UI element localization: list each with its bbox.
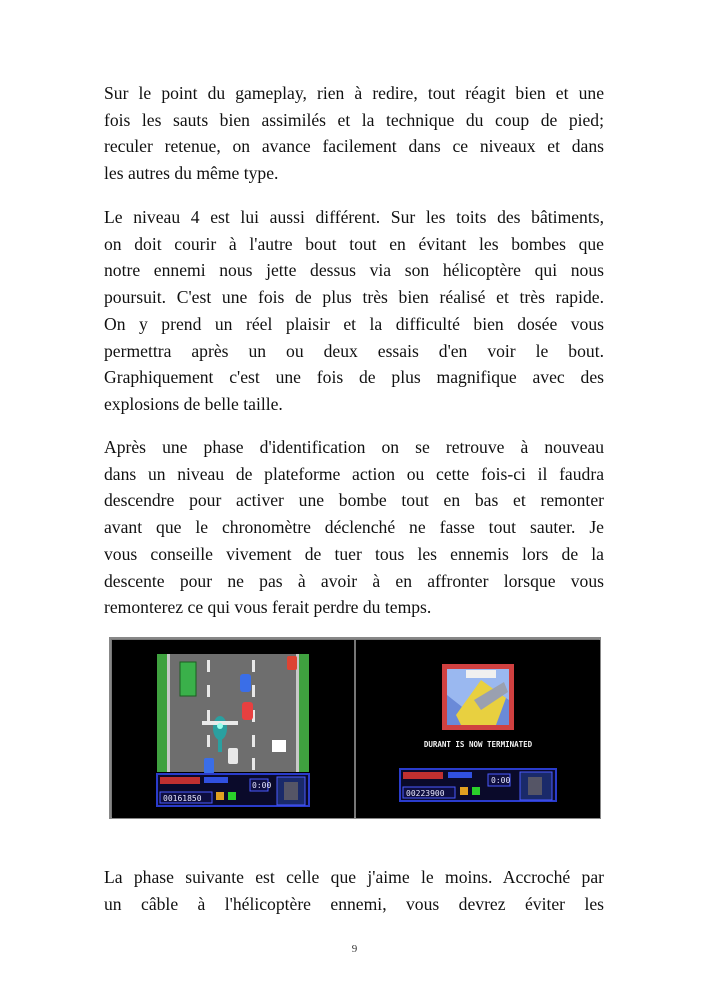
text-line: descente pour ne pas à avoir à en affronter lorsque vous [104,570,604,591]
game-screenshot-road [112,640,354,818]
text-line: avant que le chronomètre déclenché ne fasse tout sauter. Je [104,517,604,538]
text-line: Sur le point du gameplay, rien à redire, tout réagit bien et une [104,83,604,103]
screenshot-strip [109,637,601,819]
game-screenshot-terminated [356,640,600,818]
page-number: 9 [351,943,358,955]
paragraph-1 [104,80,604,187]
road-scene-image [112,640,354,818]
left-timer: 0:00 [252,781,272,790]
text-line: explosions de belle taille. [104,393,283,414]
text-line: fois les sauts bien assimilés et la technique du coup de pied; [104,109,604,130]
text-line: On y prend un réel plaisir et la difficulté bien dosée vous [104,313,604,334]
paragraph-2 [104,204,604,418]
text-line: Graphiquement c'est une fois de plus magnifique avec des [104,367,604,388]
termination-message: DURANT IS NOW TERMINATED [423,740,533,749]
right-timer: 0:00 [491,776,511,785]
text-line: descendre pour activer une bombe tout en bas et remonter [104,490,604,511]
left-score: 00161850 [163,794,202,803]
text-line: La phase suivante est celle que j'aime le moins. Accroché par [104,867,604,887]
text-line: dans un niveau de plateforme action ou cette fois-ci il faudra [104,463,604,484]
text-line: on doit courir à l'autre bout tout en évitant les bombes que [104,233,604,254]
terminated-scene-image [356,640,600,818]
right-score: 00223900 [406,789,445,798]
text-line: un câble à l'hélicoptère ennemi, vous devrez éviter les [104,893,604,914]
text-line: notre ennemi nous jette dessus via son hélicoptère qui nous [104,260,604,281]
text-line: remonterez ce qui vous ferait perdre du temps. [104,597,432,618]
text-line: Après une phase d'identification on se retrouve à nouveau [104,437,604,457]
text-line: Le niveau 4 est lui aussi différent. Sur les toits des bâtiments, [104,207,604,227]
paragraph-4 [104,864,604,917]
text-line: les autres du même type. [104,163,279,184]
paragraph-3 [104,434,604,621]
text-line: reculer retenue, on avance facilement dans ce niveaux et dans [104,136,604,157]
text-line: permettra après un ou deux essais d'en voir le bout. [104,340,604,361]
text-line: vous conseille vivement de tuer tous les ennemis lors de la [104,543,604,564]
text-line: poursuit. C'est une fois de plus très bien réalisé et très rapide. [104,287,604,308]
